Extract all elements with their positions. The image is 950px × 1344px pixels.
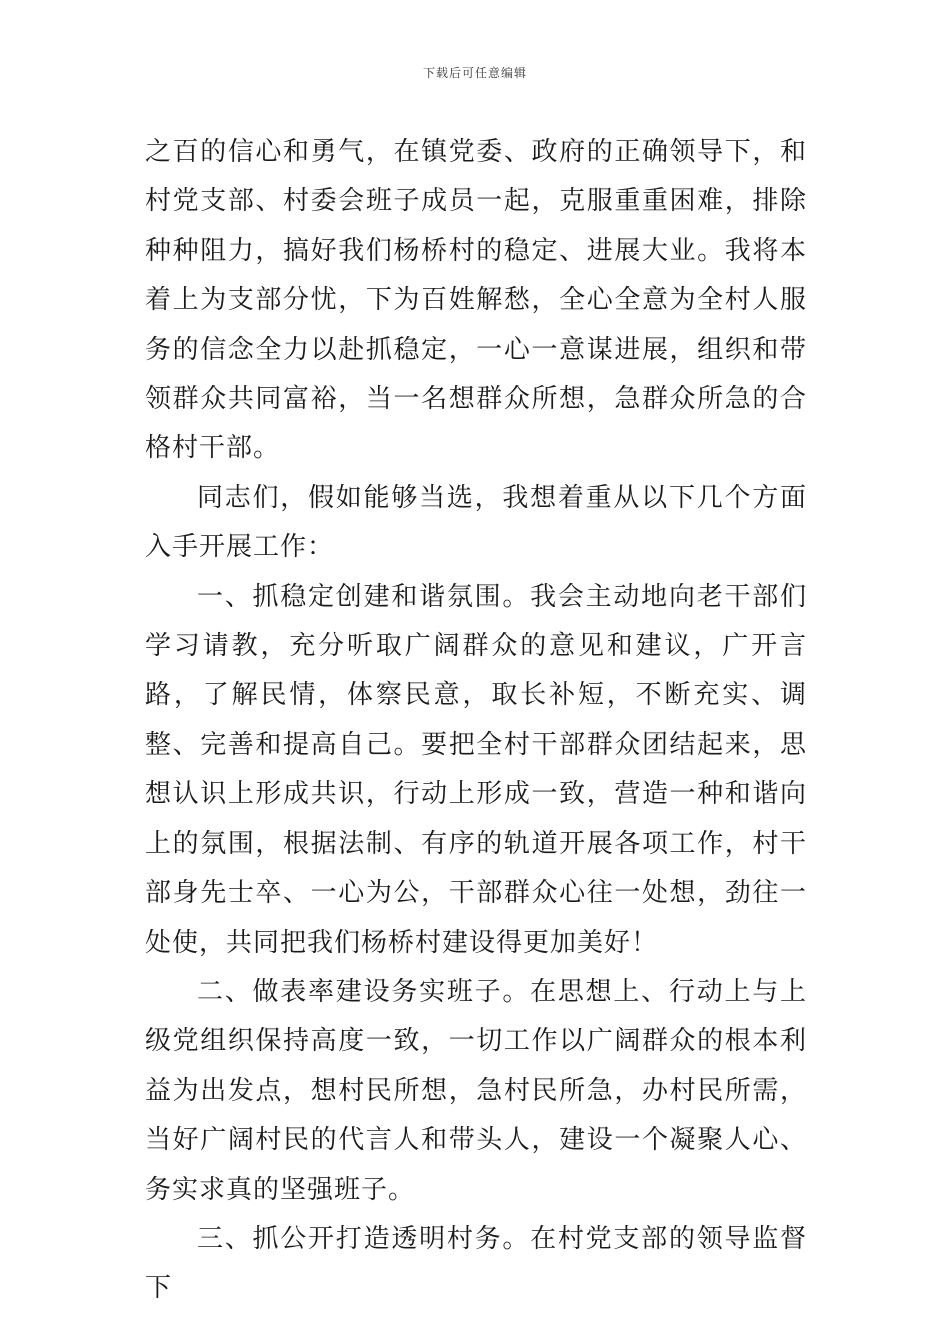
paragraph-2: 同志们，假如能够当选，我想着重从以下几个方面入手开展工作： xyxy=(145,482,807,563)
page-header: 下载后可任意编辑 xyxy=(422,66,527,80)
paragraph-4: 二、做表率建设务实班子。在思想上、行动上与上级党组织保持高度一致，一切工作以广阔群众的根本利益为出发点，想村民所想，急村民所急，办村民所需，当好广阔村民的代言人和带头人，建设一个凝聚人心、务实求真的坚强班子。 xyxy=(145,976,807,1205)
document-body xyxy=(145,128,807,1314)
paragraph-3: 一、抓稳定创建和谐氛围。我会主动地向老干部们学习请教，充分听取广阔群众的意见和建议，广开言路，了解民情，体察民意，取长补短，不断充实、调整、完善和提高自己。要把全村干部群众团结起来，思想认识上形成共识，行动上形成一致，营造一种和谐向上的氛围，根据法制、有序的轨道开展各项工作，村干部身先士卒、一心为公，干部群众心往一处想，劲往一处使，共同把我们杨桥村建设得更加美好！ xyxy=(145,581,807,958)
paragraph-5: 三、抓公开打造透明村务。在村党支部的领导监督下 xyxy=(145,1223,807,1304)
paragraph-1: 之百的信心和勇气，在镇党委、政府的正确领导下，和村党支部、村委会班子成员一起，克服重重困难，排除种种阻力，搞好我们杨桥村的稳定、进展大业。我将本着上为支部分忧，下为百姓解愁，全心全意为全村人服务的信念全力以赴抓稳定，一心一意谋进展，组织和带领群众共同富裕，当一名想群众所想，急群众所急的合格村干部。 xyxy=(145,137,807,464)
